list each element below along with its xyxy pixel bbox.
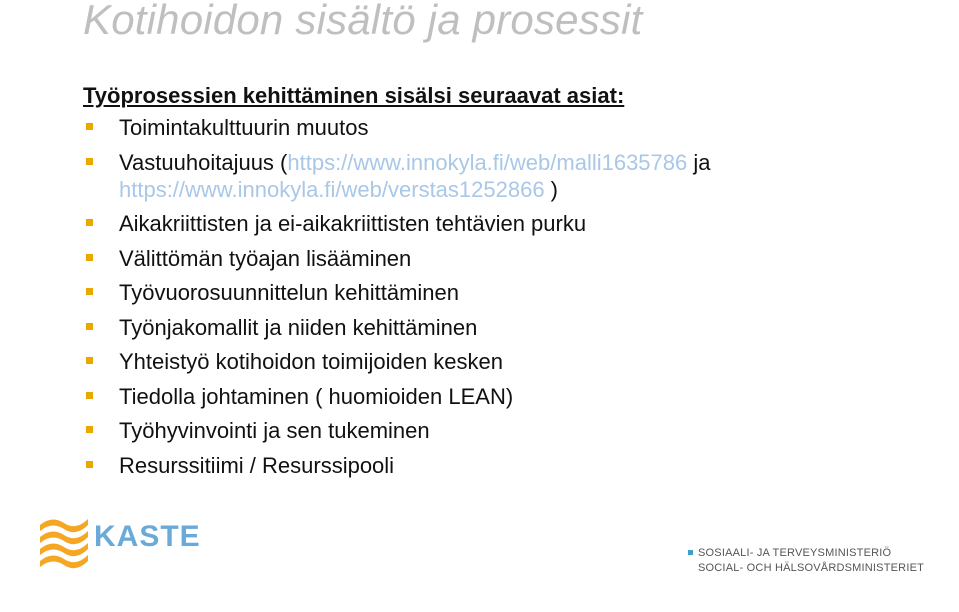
bullet-list xyxy=(83,114,783,486)
ministry-logo xyxy=(698,546,924,576)
bullet-item xyxy=(83,245,783,272)
bullet-text: Työhyvinvointi ja sen tukeminen xyxy=(119,418,430,443)
kaste-logo xyxy=(38,513,218,573)
ministry-mark-icon xyxy=(688,550,693,555)
bullet-text: ) xyxy=(544,176,559,202)
bullet-text: ja xyxy=(687,149,711,175)
bullet-text: Aikakriittisten ja ei-aikakriittisten tehtävien purku xyxy=(119,211,587,236)
bullet-text: Yhteistyö kotihoidon toimijoiden kesken xyxy=(119,349,504,374)
bullet-item xyxy=(83,383,783,410)
bullet-item xyxy=(83,210,783,237)
section-heading: Työprosessien kehittäminen sisälsi seuraavat asiat: xyxy=(83,83,625,108)
bullet-text: Välittömän työajan lisääminen xyxy=(119,245,412,271)
malli-link[interactable]: https://www.innokyla.fi/web/malli1635786 xyxy=(287,149,688,175)
bullet-text: Vastuuhoitajuus ( xyxy=(119,149,288,175)
bullet-item xyxy=(83,417,783,444)
bullet-text: Resurssitiimi / Resurssipooli xyxy=(119,452,395,478)
slide-title: Kotihoidon sisältö ja prosessit xyxy=(83,0,643,43)
bullet-item xyxy=(83,314,783,341)
kaste-wave-mark xyxy=(40,519,88,568)
bullet-item xyxy=(83,452,783,479)
bullet-text: Toimintakulttuurin muutos xyxy=(119,115,369,140)
bullet-item xyxy=(83,279,783,306)
verstas-link[interactable]: https://www.innokyla.fi/web/verstas1252866 xyxy=(119,176,545,202)
ministry-name-fi: SOSIAALI- JA TERVEYSMINISTERIÖ xyxy=(698,547,892,559)
bullet-text: Tiedolla johtaminen ( huomioiden LEAN) xyxy=(119,383,514,409)
bullet-text: Työvuorosuunnittelun kehittäminen xyxy=(119,280,459,305)
ministry-name-sv: SOCIAL- OCH HÄLSOVÅRDSMINISTERIET xyxy=(698,562,925,574)
bullet-item xyxy=(83,348,783,375)
kaste-logo-text: KASTE xyxy=(94,520,201,553)
bullet-item xyxy=(83,149,783,203)
bullet-item xyxy=(83,114,783,141)
bullet-text: Työnjakomallit ja niiden kehittäminen xyxy=(119,314,478,340)
